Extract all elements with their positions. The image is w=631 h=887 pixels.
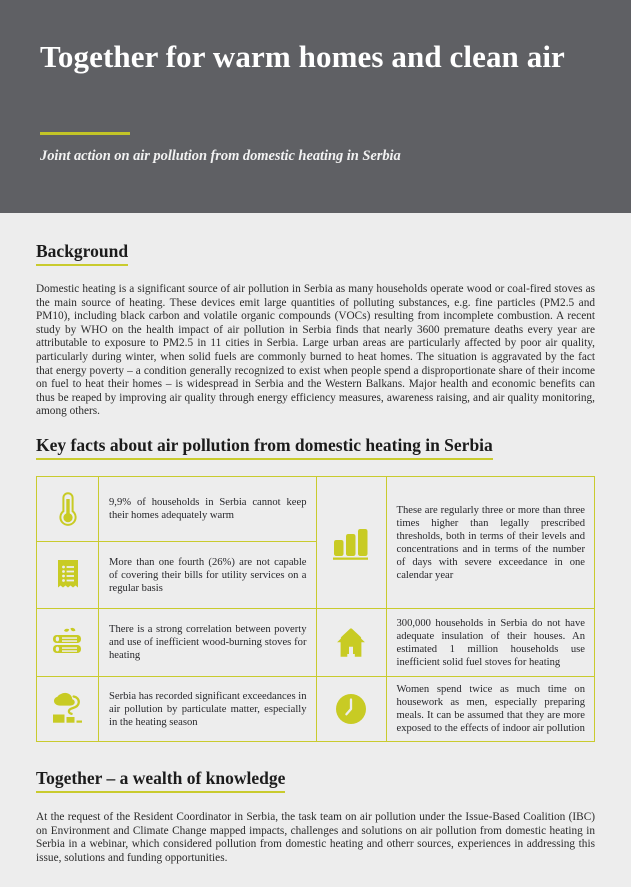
title-underline-rule — [40, 132, 130, 135]
fact-icon-cell — [317, 677, 387, 741]
fact-text: Women spend twice as much time on housework as men, especially preparing meals. It can be assumed that they are more exposed to the effects of indoor air pollution — [396, 684, 585, 734]
fact-text-cell — [99, 542, 316, 608]
fact-text: Serbia has recorded significant exceedances in air pollution by particulate matter, especially in the heating season — [109, 690, 307, 728]
wood-logs-icon — [50, 626, 86, 660]
key-facts-left-column — [37, 477, 316, 741]
fact-text: These are regularly three or more than three times higher than legally prescribed thresholds, both in terms of their levels and concentrations and in terms of the number of days with severe exceedance in one calendar year — [396, 504, 585, 581]
fact-icon-cell — [37, 542, 99, 608]
fact-text: 300,000 households in Serbia do not have adequate insulation of their houses. An estimated 1 million households use inefficient solid fuel stoves for heating — [396, 617, 585, 668]
together-section-heading: Together – a wealth of knowledge — [36, 768, 285, 793]
smoke-pollution-icon — [49, 689, 87, 729]
fact-text-cell — [99, 677, 316, 741]
document-header-band — [0, 0, 631, 213]
fact-icon-cell — [37, 609, 99, 676]
table-row — [317, 676, 595, 741]
fact-text-cell — [387, 609, 595, 676]
background-paragraph: Domestic heating is a significant source of air pollution in Serbia as many households operate wood or coal-fired stoves as the main source of heating. These devices emit large quantities of polluting substances, e.g. fine particles (PM2.5 and PM10), including black carbon and volatile organic compounds (VOCs) resulting from incomplete combustion. A recent study by WHO on the health impact of air pollution in Serbia finds that nearly 3600 premature deaths every year are attributable to exposure to PM2.5 in 11 cities in Serbia. Large urban areas are particularly affected by poor air quality, particularly during winter, when solid fuels are commonly burned to heat homes. The situation is aggravated by the fact that energy poverty – a condition generally recognized to exist when people spend a disproportionate share of their income on fuel to heat their homes – is widespread in Serbia and the Western Balkans. Major health and economic benefits can thus be reaped by improving air quality through energy efficiency measures, awareness raising, and air quality monitoring, among others. — [36, 283, 595, 418]
key-facts-right-column — [316, 477, 595, 741]
fact-text: There is a strong correlation between poverty and use of inefficient wood-burning stoves for heating — [109, 624, 307, 661]
fact-text: 9,9% of households in Serbia cannot keep their homes adequately warm — [109, 497, 307, 521]
page-subtitle: Joint action on air pollution from domestic heating in Serbia — [40, 148, 401, 164]
key-facts-table — [36, 476, 595, 742]
fact-text: More than one fourth (26%) are not capable of covering their bills for utility services on a regular basis — [109, 556, 307, 594]
fact-text-cell — [387, 477, 595, 608]
table-row — [37, 477, 316, 541]
thermometer-icon — [53, 490, 83, 528]
key-facts-section-heading: Key facts about air pollution from domestic heating in Serbia — [36, 435, 493, 460]
background-section-heading: Background — [36, 241, 128, 266]
page-title: Together for warm homes and clean air — [40, 39, 565, 74]
table-row — [37, 676, 316, 741]
table-row — [37, 541, 316, 608]
table-row — [317, 608, 595, 676]
utility-bill-icon — [53, 556, 83, 594]
house-insulation-icon — [331, 624, 371, 662]
fact-icon-cell — [317, 609, 387, 676]
fact-icon-cell — [317, 477, 387, 608]
clock-icon — [332, 690, 370, 728]
fact-icon-cell — [37, 677, 99, 741]
fact-text-cell — [99, 609, 316, 676]
table-row — [37, 608, 316, 676]
fact-text-cell — [99, 477, 316, 541]
fact-icon-cell — [37, 477, 99, 541]
fact-text-cell — [387, 677, 595, 741]
bar-chart-icon — [330, 524, 372, 562]
table-row — [317, 477, 595, 608]
together-paragraph: At the request of the Resident Coordinator in Serbia, the task team on air pollution under the Issue-Based Coalition (IBC) on Environment and Climate Change mapped impacts, challenges and solutions on air pollution from domestic heating in Serbia in a webinar, which considered pollution from domestic heating and otherr sources, experiences in addressing this issue, solutions and funding opportunities. — [36, 811, 595, 864]
